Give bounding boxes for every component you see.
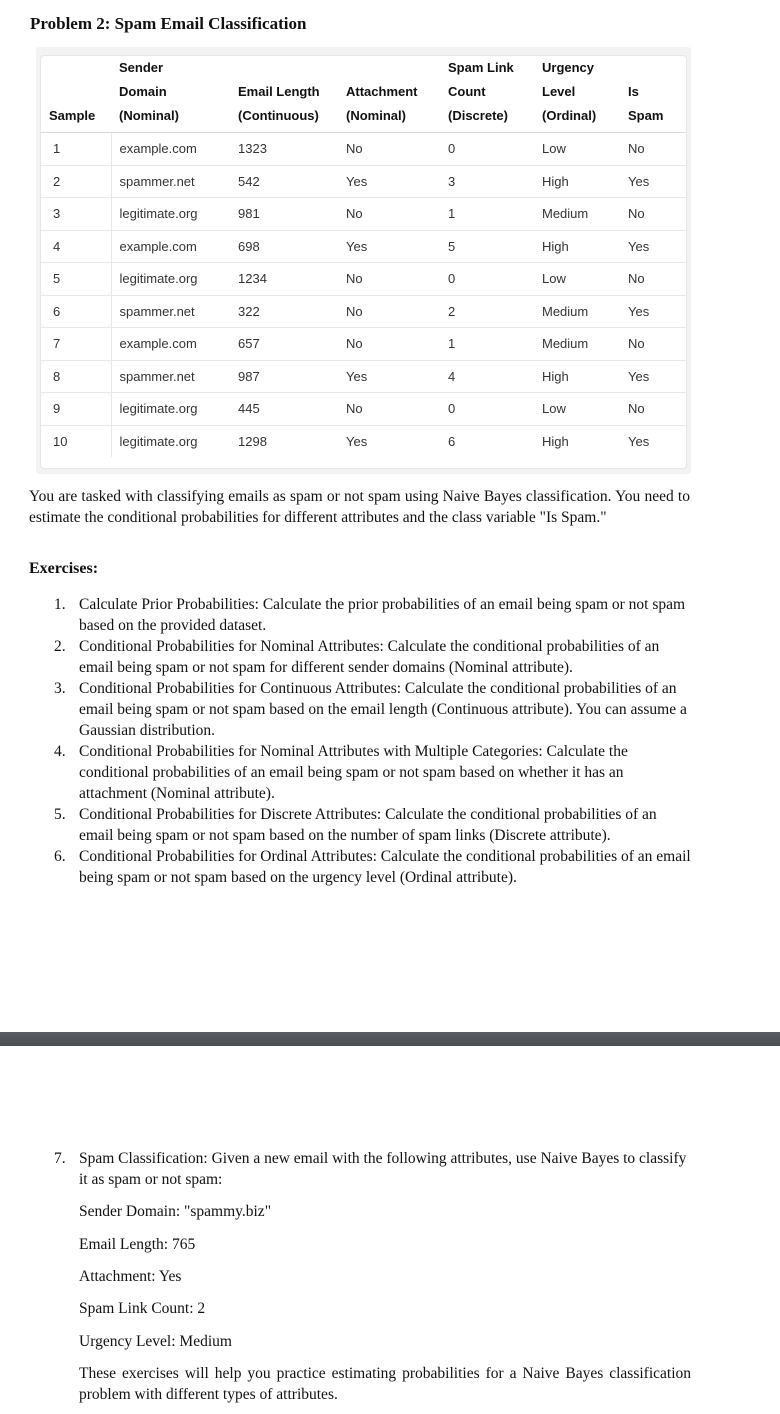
exercise-item [54, 594, 694, 636]
attribute-urgency-level: Urgency Level: Medium [79, 1333, 232, 1350]
cell-spam-link-count: 6 [448, 433, 456, 449]
page-divider [0, 1032, 780, 1046]
exercise-text: Conditional Probabilities for Continuous Attributes: Calculate the conditional probabilities of an email being spam or not spam based on the email length (Continuous attribute). You can assume a Gaussian distribution. [79, 680, 687, 739]
cell-spam-link-count: 3 [440, 165, 534, 198]
cell-is-spam: Yes [620, 165, 686, 198]
cell-spam-link-count: 4 [440, 360, 534, 393]
cell-urgency-level: Medium [534, 328, 620, 361]
cell-attachment: No [338, 133, 440, 166]
header-line: (Continuous) [238, 108, 319, 123]
attribute-attachment: Attachment: Yes [79, 1268, 182, 1285]
cell-sender-domain: legitimate.org [111, 393, 226, 426]
exercise-number: 7. [54, 1150, 66, 1167]
cell-sample: 3 [41, 198, 111, 231]
exercise-text: Conditional Probabilities for Nominal Attributes with Multiple Categories: Calculate the conditional probabilities of an email being spam or not spam based on whether it has an attachment (Nominal attribute). [79, 743, 628, 802]
cell-sample: 1 [41, 133, 111, 166]
cell-attachment: No [338, 295, 440, 328]
cell-attachment: Yes [338, 165, 440, 198]
exercise-text: Calculate Prior Probabilities: Calculate the prior probabilities of an email being spam or not spam based on the provided dataset. [79, 596, 686, 634]
header-attachment [338, 56, 440, 133]
cell-sender-domain: spammer.net [111, 295, 226, 328]
closing-paragraph: These exercises will help you practice estimating probabilities for a Naive Bayes classification problem with different types of attributes. [79, 1365, 691, 1403]
cell-email-length: 987 [226, 360, 338, 393]
header-line: (Ordinal) [542, 108, 597, 123]
cell-sample: 7 [41, 328, 111, 361]
exercise-list [54, 594, 694, 888]
exercise-number: 2. [54, 638, 66, 655]
cell-sample: 5 [41, 263, 111, 296]
cell-sender-domain: spammer.net [111, 360, 226, 393]
exercise-text: Conditional Probabilities for Discrete Attributes: Calculate the conditional probabilities of an email being spam or not spam based on the number of spam links (Discrete attribute). [79, 806, 657, 844]
cell-urgency-level: Low [534, 133, 620, 166]
exercise-number: 5. [54, 806, 66, 823]
table-row [41, 133, 686, 166]
cell-sender-domain: legitimate.org [119, 433, 198, 449]
cell-attachment: Yes [346, 433, 368, 449]
cell-sender-domain: legitimate.org [111, 263, 226, 296]
cell-urgency-level: High [534, 230, 620, 263]
cell-attachment: No [338, 263, 440, 296]
cell-email-length: 322 [226, 295, 338, 328]
exercises-heading: Exercises: [29, 560, 99, 577]
cell-is-spam: No [620, 133, 686, 166]
cell-is-spam: No [620, 263, 686, 296]
cell-urgency-level: Low [534, 263, 620, 296]
cell-email-length: 981 [226, 198, 338, 231]
page-title: Problem 2: Spam Email Classification [30, 14, 307, 33]
header-urgency-level [534, 56, 620, 133]
exercise-number: 6. [54, 848, 66, 865]
exercise-7 [54, 1148, 694, 1190]
header-line: Urgency [542, 60, 595, 75]
cell-email-length: 1323 [226, 133, 338, 166]
header-line: Attachment [346, 84, 418, 99]
exercise-number: 3. [54, 680, 66, 697]
header-line: Domain [119, 84, 167, 99]
cell-spam-link-count: 0 [440, 263, 534, 296]
attribute-sender-domain: Sender Domain: "spammy.biz" [79, 1203, 272, 1220]
cell-urgency-level: High [534, 360, 620, 393]
cell-sample: 6 [41, 295, 111, 328]
exercise-number: 1. [54, 596, 66, 613]
exercise-item [54, 846, 694, 888]
table-row [41, 328, 686, 361]
exercise-item [54, 636, 694, 678]
cell-sender-domain: example.com [111, 328, 226, 361]
table-row [41, 360, 686, 393]
dataset-table-container [36, 47, 691, 474]
header-line: Count [448, 84, 486, 99]
header-sender-domain [111, 56, 226, 133]
cell-spam-link-count: 1 [440, 198, 534, 231]
cell-urgency-level: Low [534, 393, 620, 426]
intro-paragraph: You are tasked with classifying emails as spam or not spam using Naive Bayes classification. You need to estimate the conditional probabilities for different attributes and the class variable "Is Spam." [29, 488, 690, 526]
cell-spam-link-count: 5 [440, 230, 534, 263]
header-line: Level [542, 84, 576, 99]
cell-email-length: 445 [226, 393, 338, 426]
cell-is-spam: Yes [620, 230, 686, 263]
cell-urgency-level: High [542, 433, 569, 449]
exercise-text: Conditional Probabilities for Nominal Attributes: Calculate the conditional probabilities of an email being spam or not spam for different sender domains (Nominal attribute). [79, 638, 660, 676]
cell-attachment: Yes [338, 360, 440, 393]
cell-email-length: 542 [226, 165, 338, 198]
cell-email-length: 1234 [226, 263, 338, 296]
cell-attachment: Yes [338, 230, 440, 263]
table-row [41, 295, 686, 328]
header-line: (Discrete) [448, 108, 508, 123]
header-line: (Nominal) [119, 108, 179, 123]
cell-sender-domain: legitimate.org [111, 198, 226, 231]
table-row [41, 393, 686, 426]
exercise-item [54, 804, 694, 846]
header-line: Spam [628, 108, 664, 123]
cell-is-spam: Yes [620, 360, 686, 393]
cell-attachment: No [338, 328, 440, 361]
cell-urgency-level: Medium [534, 198, 620, 231]
table-row [41, 230, 686, 263]
dataset-table [41, 56, 686, 457]
cell-sample: 4 [41, 230, 111, 263]
cell-spam-link-count: 1 [440, 328, 534, 361]
header-sample [41, 56, 111, 133]
cell-sample: 10 [41, 425, 111, 457]
attribute-email-length: Email Length: 765 [79, 1236, 196, 1253]
dataset-table-frame [40, 55, 687, 469]
cell-sender-domain: example.com [111, 133, 226, 166]
header-line: Spam Link [448, 60, 514, 75]
table-row [41, 165, 686, 198]
cell-sender-domain: example.com [111, 230, 226, 263]
cell-spam-link-count: 0 [440, 133, 534, 166]
header-email-length [226, 56, 338, 133]
attribute-spam-link-count: Spam Link Count: 2 [79, 1300, 206, 1317]
cell-urgency-level: High [534, 165, 620, 198]
header-line: Email Length [238, 84, 320, 99]
exercise-text: Conditional Probabilities for Ordinal Attributes: Calculate the conditional probabilities of an email being spam or not spam based on the urgency level (Ordinal attribute). [79, 848, 691, 886]
header-line: (Nominal) [346, 108, 406, 123]
cell-email-length: 1298 [238, 433, 267, 449]
exercise-7-text: Spam Classification: Given a new email with the following attributes, use Naive Bayes to classify it as spam or not spam: [79, 1150, 687, 1188]
cell-urgency-level: Medium [534, 295, 620, 328]
cell-sample: 9 [41, 393, 111, 426]
header-is-spam [620, 56, 686, 133]
cell-sender-domain: spammer.net [111, 165, 226, 198]
table-header-row [41, 56, 686, 133]
header-line: Sender [119, 60, 164, 75]
header-line: Is [628, 84, 639, 99]
header-line: Sample [49, 108, 96, 123]
cell-email-length: 698 [226, 230, 338, 263]
table-body [41, 133, 686, 458]
exercise-item [54, 678, 694, 741]
cell-is-spam: No [620, 328, 686, 361]
cell-spam-link-count: 0 [440, 393, 534, 426]
cell-spam-link-count: 2 [440, 295, 534, 328]
cell-sample: 2 [41, 165, 111, 198]
cell-sample: 8 [41, 360, 111, 393]
cell-is-spam: Yes [628, 433, 650, 449]
cell-attachment: No [338, 393, 440, 426]
cell-is-spam: Yes [620, 295, 686, 328]
exercise-number: 4. [54, 743, 66, 760]
cell-is-spam: No [620, 393, 686, 426]
table-row [41, 425, 686, 457]
cell-is-spam: No [620, 198, 686, 231]
table-row [41, 263, 686, 296]
table-row [41, 198, 686, 231]
header-spam-link-count [440, 56, 534, 133]
exercise-item [54, 741, 694, 804]
cell-attachment: No [338, 198, 440, 231]
cell-email-length: 657 [226, 328, 338, 361]
